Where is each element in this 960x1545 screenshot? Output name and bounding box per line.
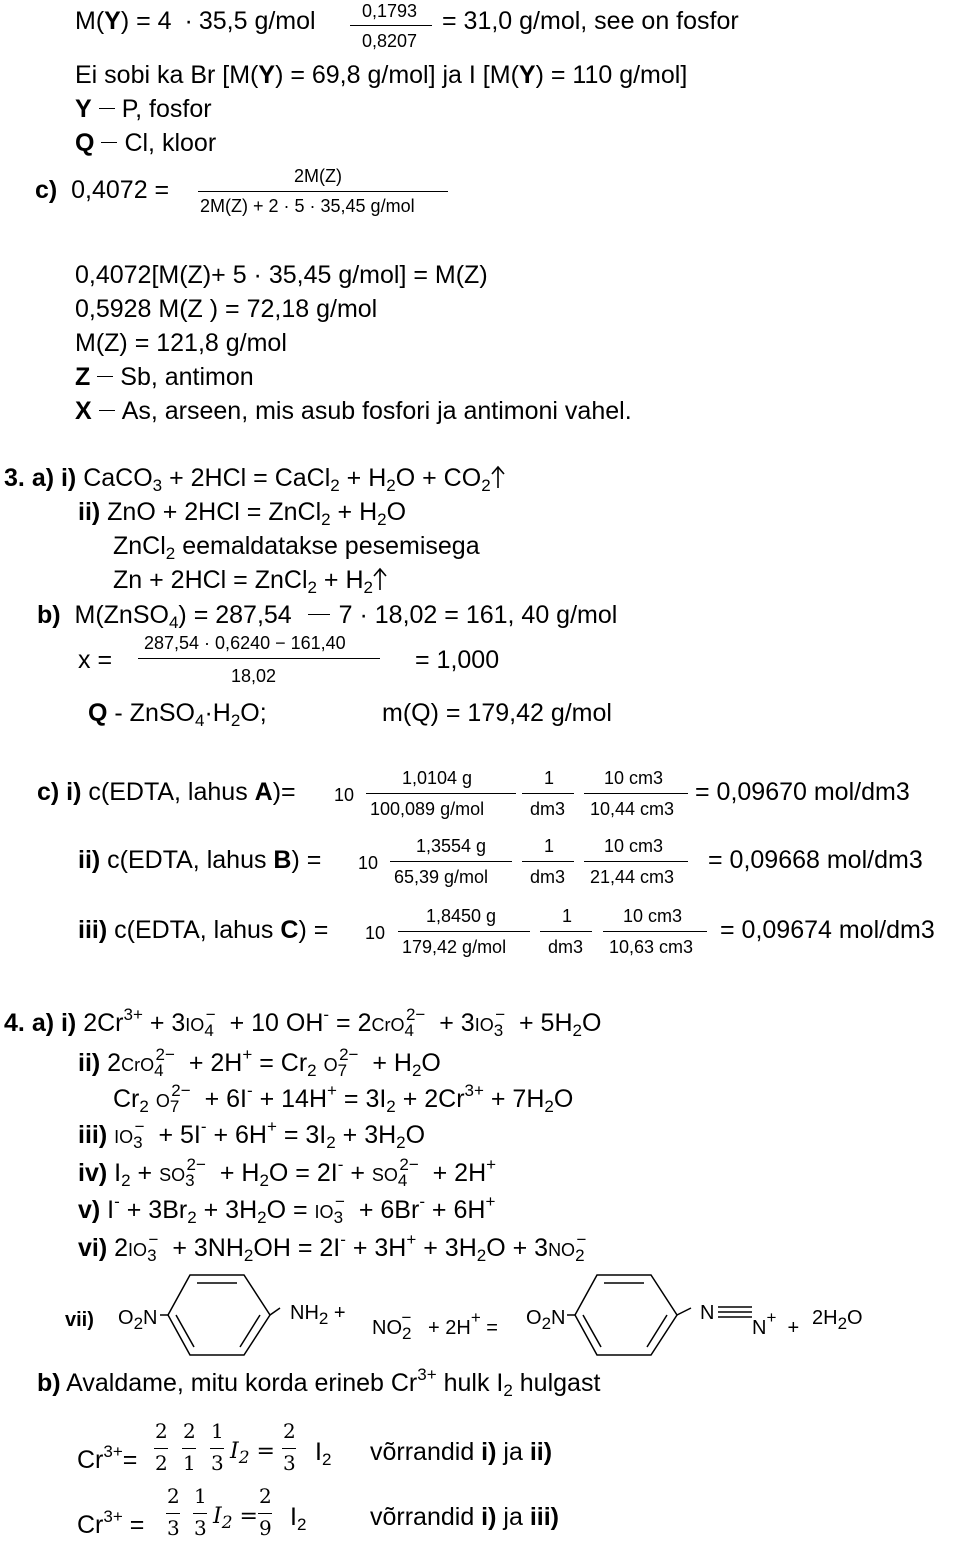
- line-y-p: Y P, fosfor: [75, 95, 212, 123]
- q4-eq-iv: iv) $I_2 + SO_3^{2-} + H_2O = 2I^- + SO_4^{2-} + 2H^+$: [78, 1155, 497, 1190]
- q4-vii-plus-h: + 2H+ =: [428, 1308, 498, 1339]
- q3-c-iii-label: iii) c(EDTA, lahus C) =: [78, 916, 329, 944]
- q3-x-lhs: x =: [78, 646, 113, 674]
- q4-b: b) Avaldame, mitu korda erineb $Cr^{3+}$ hulk $I_2$ hulgast: [37, 1365, 601, 1400]
- ratio-1-note: võrrandid i) ja ii): [370, 1438, 553, 1466]
- ratio-2-i2: $I_2$ =: [213, 1504, 258, 1533]
- q4-vii-o2n: $O_2N$: [118, 1307, 158, 1333]
- ratio-1-i2: $I_2$ =: [230, 1439, 275, 1468]
- line-q-cl: Q Cl, kloor: [75, 129, 217, 157]
- benzene-ring-2: [567, 1270, 687, 1360]
- ratio-2-note: võrrandid i) ja iii): [370, 1503, 559, 1531]
- benzene-ring-1: [160, 1270, 280, 1360]
- step-3: M(Z) = 121,8 g/mol: [75, 329, 287, 357]
- q3-c-ii-coef: 10: [358, 853, 379, 873]
- gas-arrow-icon: [491, 466, 505, 488]
- ratio-2-rhs: $I_2$: [290, 1503, 307, 1534]
- q3-a-i: 3. a) i) CaCO$_3$ + 2HCl = CaCl$_2$ + $H_2O + CO_2$: [4, 463, 505, 501]
- q4-vii-no2: $NO_2^-$: [372, 1308, 412, 1343]
- q3-b: b) M(ZnSO$_4$) = 287,54 7 · 18,02 = 161, 40 g/mol: [37, 601, 618, 632]
- q4-eq-vi: vi) $2IO_3^- + 3NH_2OH = 2I^- + 3H^+ + 3H_2O + 3NO_2^-$: [78, 1230, 587, 1265]
- q3-c-iii-result: = 0,09674 mol/dm3: [720, 916, 935, 944]
- line-x-as: X As, arseen, mis asub fosfori ja antimoni vahel.: [75, 397, 632, 425]
- q3-x-result: = 1,000: [415, 646, 500, 674]
- q4-vii-nplus: N+ +: [752, 1308, 800, 1339]
- gas-arrow-icon: [373, 568, 387, 590]
- ratio-2-lhs: $Cr^{3+}$ =: [77, 1507, 145, 1539]
- triple-bond-icon: [718, 1305, 752, 1319]
- q4-vii-o2n-2: $O_2N$: [526, 1307, 566, 1333]
- q3-q-formula: $Q - ZnSO_4\cdot H_2O$;: [88, 699, 267, 730]
- q4-eq-ii-b: $Cr_2$ $O_7^{2-} + 6I^- + 14H^+ = 3I_2 + 2Cr^{3+} + 7H_2O$: [113, 1081, 574, 1116]
- line-z-sb: Z Sb, antimon: [75, 363, 254, 391]
- q3-a-ii: ii) ZnO + 2HCl = ZnCl$_2$ + $H_2O$: [78, 498, 407, 529]
- q4-eq-iii: iii) $IO_3^- + 5I^- + 6H^+ = 3I_2 + 3H_2O$: [78, 1117, 426, 1152]
- q4-vii-water: $2H_2O$: [812, 1307, 863, 1333]
- q3-c-i-label: c) i) c(EDTA, lahus A)=: [37, 778, 296, 806]
- q4-eq-v: v) $I^- + 3Br_2 + 3H_2O = IO_3^- + 6Br^- + 6H^+$: [78, 1192, 496, 1227]
- q3-c-i-coef: 10: [334, 785, 355, 805]
- step-1: 0,4072[M(Z)+ 5 · 35,45 g/mol] = M(Z): [75, 261, 488, 289]
- line-br-i: Ei sobi ka Br [M(Y) = 69,8 g/mol] ja I [M(Y) = 110 g/mol]: [75, 61, 688, 89]
- line-my-result: = 31,0 g/mol, see on fosfor: [442, 7, 739, 35]
- line-my: M(Y) = 4 · 35,5 g/mol: [75, 7, 316, 35]
- ratio-1-rhs: $I_2$: [315, 1438, 332, 1469]
- q3-mq: m(Q) = 179,42 g/mol: [382, 699, 612, 727]
- q4-eq-ii: ii) $2CrO_4^{2-} + 2H^+ = Cr_2$ $O_7^{2-} + H_2O$: [78, 1045, 441, 1080]
- q3-zn-eq: Zn + 2HCl = ZnCl$_2$ + $H_2$: [113, 565, 387, 603]
- q3-c-ii-result: = 0,09668 mol/dm3: [708, 846, 923, 874]
- q4-vii-label: vii): [65, 1309, 94, 1331]
- q3-c-i-result: = 0,09670 mol/dm3: [695, 778, 910, 806]
- q4-vii-nh2: $NH_2$ +: [290, 1302, 346, 1328]
- ratio-1-lhs: $Cr^{3+}=$: [77, 1442, 138, 1474]
- q3-c-ii-label: ii) c(EDTA, lahus B) =: [78, 846, 322, 874]
- part-c-label: c) 0,4072 =: [35, 176, 170, 204]
- q3-zncl2-note: ZnCl$_2$ eemaldatakse pesemisega: [113, 532, 480, 563]
- q3-c-iii-coef: 10: [365, 923, 386, 943]
- q4-eq-i: 4. a) i) $2Cr^{3+} + 3IO_4^- + 10$ $OH^- = 2CrO_4^{2-} + 3IO_3^- + 5H_2O$: [4, 1005, 602, 1040]
- q4-vii-n: N: [700, 1302, 715, 1324]
- step-2: 0,5928 M(Z ) = 72,18 g/mol: [75, 295, 378, 323]
